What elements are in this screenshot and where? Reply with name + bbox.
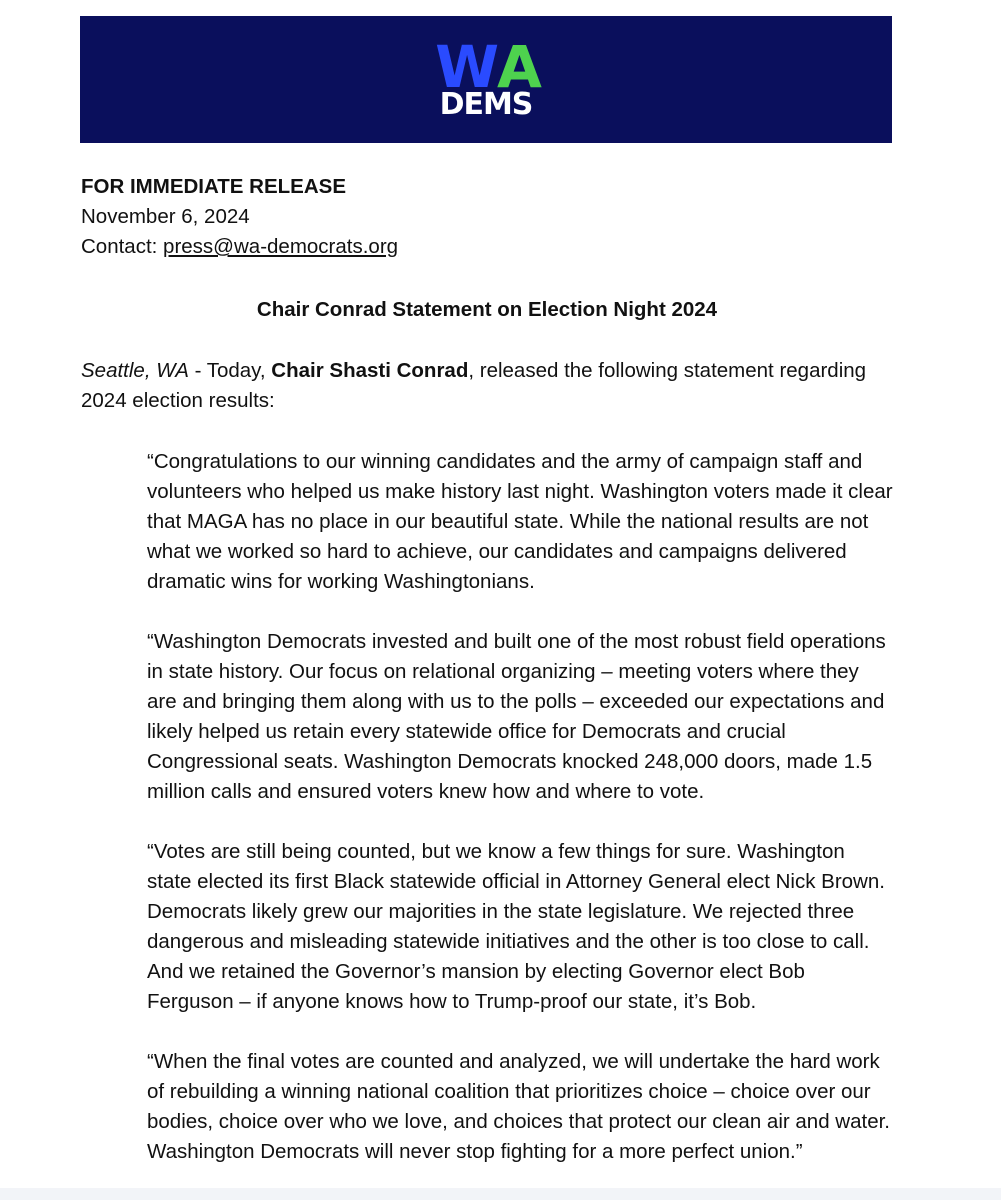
dateline-place: Seattle, WA [81, 359, 189, 382]
logo-letter-w: W [435, 32, 495, 101]
contact-line [81, 232, 901, 262]
quote-paragraph: “Washington Democrats invested and built one of the most robust field operations in state history. Our focus on relational organizing – meeting voters where they are and bringing them along with us to the polls – exceeded our expectations and likely helped us retain every statewide office for Democrats and crucial Congressional seats. Washington Democrats knocked 248,000 doors, made 1.5 million calls and ensured voters knew how and where to vote. [147, 630, 886, 803]
contact-email-link[interactable]: press@wa-democrats.org [163, 235, 399, 258]
quote-paragraph: “Votes are still being counted, but we know a few things for sure. Washington state elected its first Black statewide official in Attorney General elect Nick Brown. Democrats likely grew our majorities in the state legislature. We rejected three dangerous and misleading statewide initiatives and the other is too close to call. And we retained the Governor’s mansion by electing Governor elect Bob Ferguson – if anyone knows how to Trump-proof our state, it’s Bob. [147, 840, 885, 1013]
lead-rest: , released the following statement regarding 2024 election results: [81, 359, 867, 412]
speaker-name: Chair Shasti Conrad [271, 359, 469, 382]
contact-label: Contact: [81, 235, 164, 258]
headline: Chair Conrad Statement on Election Night 2024 [256, 298, 718, 321]
press-release-body [81, 172, 901, 1167]
quote-paragraph: “When the final votes are counted and analyzed, we will undertake the hard work of rebuilding a winning national coalition that prioritizes choice – choice over our bodies, choice over who we love, and choices that protect our clean air and water. Washington Democrats will never stop fighting for a more perfect union.” [147, 1050, 890, 1163]
quote-paragraph: “Congratulations to our winning candidates and the army of campaign staff and volunteers who helped us make history last night. Washington voters made it clear that MAGA has no place in our beautiful state. While the national results are not what we worked so hard to achieve, our candidates and campaigns delivered dramatic wins for working Washingtonians. [147, 450, 893, 593]
lead-paragraph [81, 356, 893, 416]
logo-letter-a: A [497, 32, 537, 101]
release-label: FOR IMMEDIATE RELEASE [81, 175, 346, 198]
wa-dems-logo [435, 32, 537, 122]
header-banner [80, 16, 892, 143]
lead-today: - Today, [188, 359, 272, 382]
page-bottom-edge [0, 1188, 1001, 1200]
release-date: November 6, 2024 [81, 205, 250, 228]
logo-wordmark-dems: DEMS [439, 86, 533, 122]
